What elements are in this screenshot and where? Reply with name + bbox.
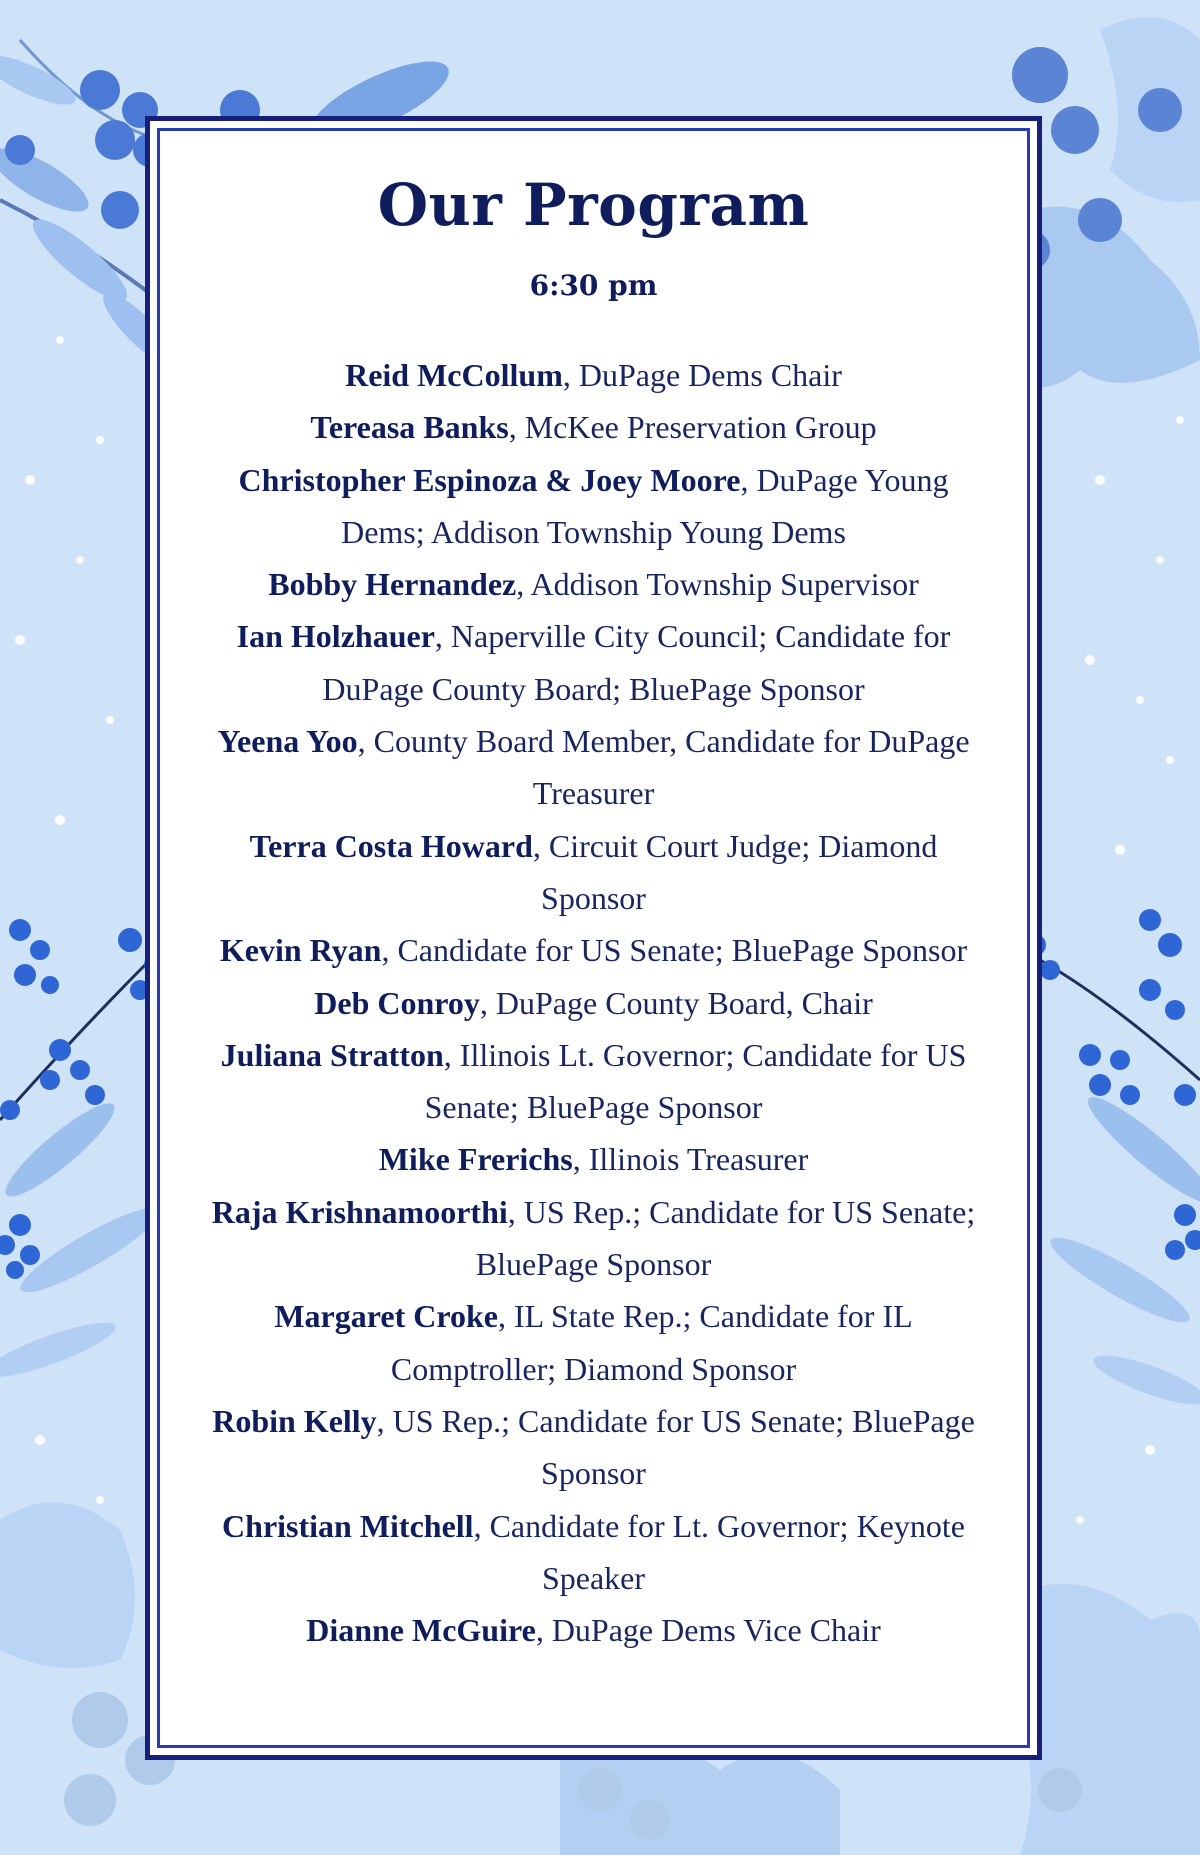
speaker-role: , US Rep.; Candidate for US Senate; BluePage Sponsor: [376, 1402, 975, 1492]
speaker-name: Terra Costa Howard: [249, 827, 533, 864]
speaker-name: Dianne McGuire: [306, 1612, 536, 1649]
speaker-name: Ian Holzhauer: [236, 618, 435, 655]
speaker-role: , McKee Preservation Group: [508, 409, 877, 446]
speaker-name: Raja Krishnamoorthi: [211, 1193, 508, 1230]
list-item: [200, 1186, 987, 1291]
speaker-name: Kevin Ryan: [219, 932, 382, 969]
program-card: [145, 116, 1042, 1760]
speaker-role: , Addison Township Supervisor: [516, 566, 919, 603]
list-item: [200, 349, 987, 401]
list-item: [200, 1395, 987, 1500]
speaker-name: Robin Kelly: [212, 1402, 377, 1439]
speaker-name: Bobby Hernandez: [268, 566, 517, 603]
speaker-role: , IL State Rep.; Candidate for IL Comptroller; Diamond Sponsor: [390, 1298, 913, 1387]
speaker-name: Reid McCollum: [345, 357, 563, 393]
speaker-role: , Circuit Court Judge; Diamond Sponsor: [532, 827, 938, 916]
list-item: [200, 1290, 987, 1395]
speaker-name: Juliana Stratton: [220, 1036, 444, 1073]
list-item: [200, 1133, 987, 1185]
list-item: [200, 401, 987, 453]
list-item: [200, 1029, 987, 1134]
speaker-role: , Naperville City Council; Candidate for DuPage County Board; BluePage Sponsor: [322, 618, 951, 707]
page-title: Our Program: [377, 171, 810, 239]
speaker-list: [200, 349, 987, 1656]
speaker-name: Deb Conroy: [314, 984, 480, 1021]
list-item: [200, 924, 987, 976]
speaker-name: Yeena Yoo: [217, 723, 358, 760]
speaker-role: , County Board Member, Candidate for DuPage Treasurer: [357, 723, 970, 812]
speaker-name: Christian Mitchell: [222, 1507, 474, 1544]
speaker-name: Margaret Croke: [274, 1298, 498, 1335]
speaker-role: , US Rep.; Candidate for US Senate; BluePage Sponsor: [475, 1193, 976, 1283]
list-item: [200, 1604, 987, 1656]
speaker-role: , DuPage County Board, Chair: [479, 984, 873, 1021]
speaker-role: , DuPage Young Dems; Addison Township Young Dems: [341, 461, 949, 550]
list-item: [200, 558, 987, 610]
speaker-name: Mike Frerichs: [378, 1141, 573, 1178]
speaker-name: Tereasa Banks: [310, 409, 509, 446]
list-item: [200, 1500, 987, 1605]
speaker-role: , Illinois Treasurer: [572, 1141, 809, 1178]
speaker-role: , Candidate for Lt. Governor; Keynote Speaker: [473, 1507, 965, 1596]
list-item: [200, 820, 987, 925]
list-item: [200, 977, 987, 1029]
speaker-role: , DuPage Dems Chair: [562, 357, 842, 393]
speaker-role: , DuPage Dems Vice Chair: [535, 1612, 881, 1649]
speaker-role: , Candidate for US Senate; BluePage Sponsor: [381, 932, 968, 969]
speaker-name: Christopher Espinoza & Joey Moore: [238, 461, 741, 498]
program-time: 6:30 pm: [529, 269, 658, 302]
list-item: [200, 454, 987, 559]
list-item: [200, 610, 987, 715]
speaker-role: , Illinois Lt. Governor; Candidate for US Senate; BluePage Sponsor: [424, 1036, 967, 1126]
list-item: [200, 715, 987, 820]
